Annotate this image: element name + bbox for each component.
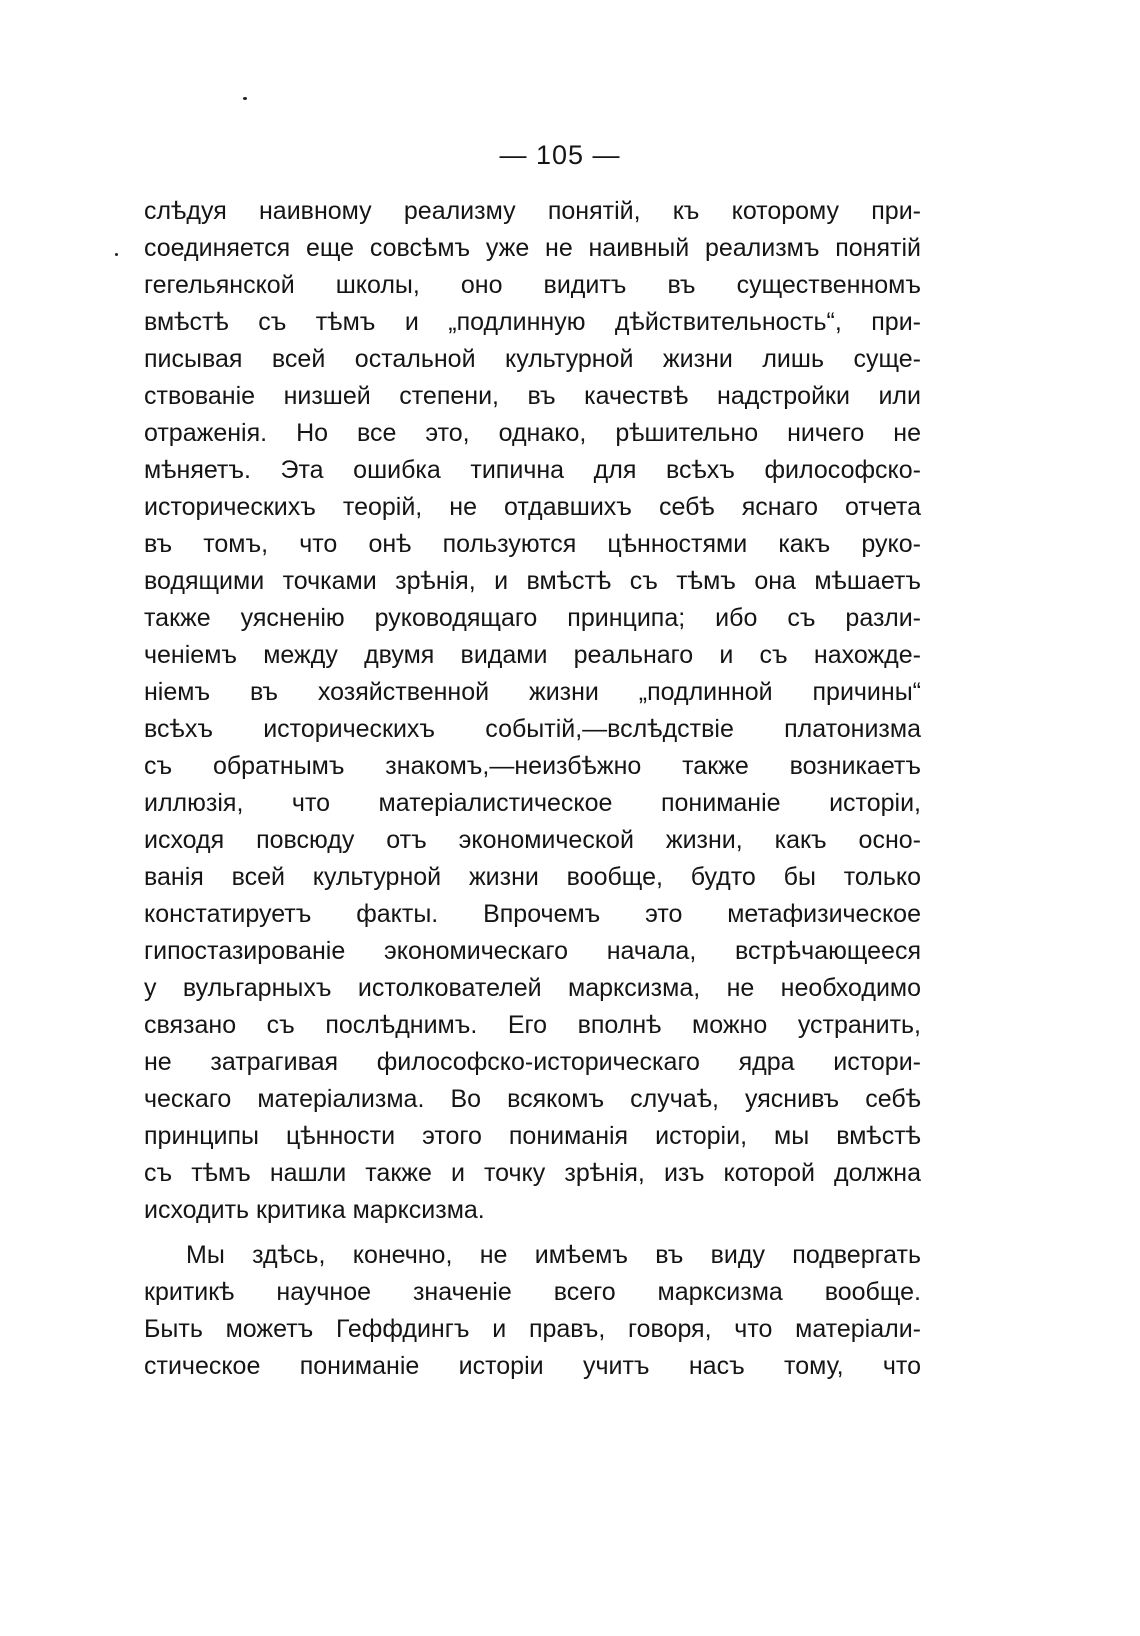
text-line: у вульгарныхъ истолкователей марксизма, не необходимо xyxy=(144,974,921,1002)
text-line: принципы цѣнности этого пониманія исторіи, мы вмѣстѣ xyxy=(144,1122,921,1150)
text-line: отраженія. Но все это, однако, рѣшительно ничего не xyxy=(144,419,921,447)
text-line: съ обратнымъ знакомъ,—неизбѣжно также возникаетъ xyxy=(144,752,921,780)
text-line: историческихъ теорій, не отдавшихъ себѣ яснаго отчета xyxy=(144,493,921,521)
text-line: соединяется еще совсѣмъ уже не наивный реализмъ понятій xyxy=(144,234,921,262)
text-line: ванія всей культурной жизни вообще, будто бы только xyxy=(144,863,921,891)
paragraph-2 xyxy=(144,1237,921,1385)
text-line: ніемъ въ хозяйственной жизни „подлинной причины“ xyxy=(144,678,921,706)
page-number: — 105 — xyxy=(499,140,621,170)
text-line: Быть можетъ Геффдингъ и правъ, говоря, что матеріали- xyxy=(144,1315,921,1343)
text-line: исходя повсюду отъ экономической жизни, какъ осно- xyxy=(144,826,921,854)
paragraph-1 xyxy=(144,193,921,1229)
text-line: гипостазированіе экономическаго начала, встрѣчающееся xyxy=(144,937,921,965)
text-line: вмѣстѣ съ тѣмъ и „подлинную дѣйствительность“, при- xyxy=(144,308,921,336)
text-line: ченіемъ между двумя видами реальнаго и съ нахожде- xyxy=(144,641,921,669)
text-line: исходить критика марксизма. xyxy=(144,1196,485,1224)
text-line: Мы здѣсь, конечно, не имѣемъ въ виду подвергать xyxy=(186,1241,921,1269)
body-text xyxy=(144,193,921,1385)
text-line: не затрагивая философско-историческаго ядра истори- xyxy=(144,1048,921,1076)
ink-speck xyxy=(243,97,247,100)
ink-speck xyxy=(115,253,118,256)
text-line: водящими точками зрѣнія, и вмѣстѣ съ тѣмъ она мѣшаетъ xyxy=(144,567,921,595)
text-line: съ тѣмъ нашли также и точку зрѣнія, изъ которой должна xyxy=(144,1159,921,1187)
paragraph-gap xyxy=(144,1229,921,1237)
text-line: ческаго матеріализма. Во всякомъ случаѣ, уяснивъ себѣ xyxy=(144,1085,921,1113)
text-line: писывая всей остальной культурной жизни лишь суще- xyxy=(144,345,921,373)
text-line: ствованіе низшей степени, въ качествѣ надстройки или xyxy=(144,382,921,410)
text-line: также уясненію руководящаго принципа; ибо съ разли- xyxy=(144,604,921,632)
text-line: всѣхъ историческихъ событій,—вслѣдствіе платонизма xyxy=(144,715,921,743)
text-line: связано съ послѣднимъ. Его вполнѣ можно устранить, xyxy=(144,1011,921,1039)
text-line: гегельянской школы, оно видитъ въ существенномъ xyxy=(144,271,921,299)
text-line: констатируетъ факты. Впрочемъ это метафизическое xyxy=(144,900,921,928)
text-line: стическое пониманіе исторіи учитъ насъ тому, что xyxy=(144,1352,921,1380)
text-line: критикѣ научное значеніе всего марксизма вообще. xyxy=(144,1278,921,1306)
text-line: слѣдуя наивному реализму понятій, къ которому при- xyxy=(144,197,921,225)
text-line: мѣняетъ. Эта ошибка типична для всѣхъ философско- xyxy=(144,456,921,484)
text-line: иллюзія, что матеріалистическое пониманіе исторіи, xyxy=(144,789,921,817)
text-line: въ томъ, что онѣ пользуются цѣнностями какъ руко- xyxy=(144,530,921,558)
